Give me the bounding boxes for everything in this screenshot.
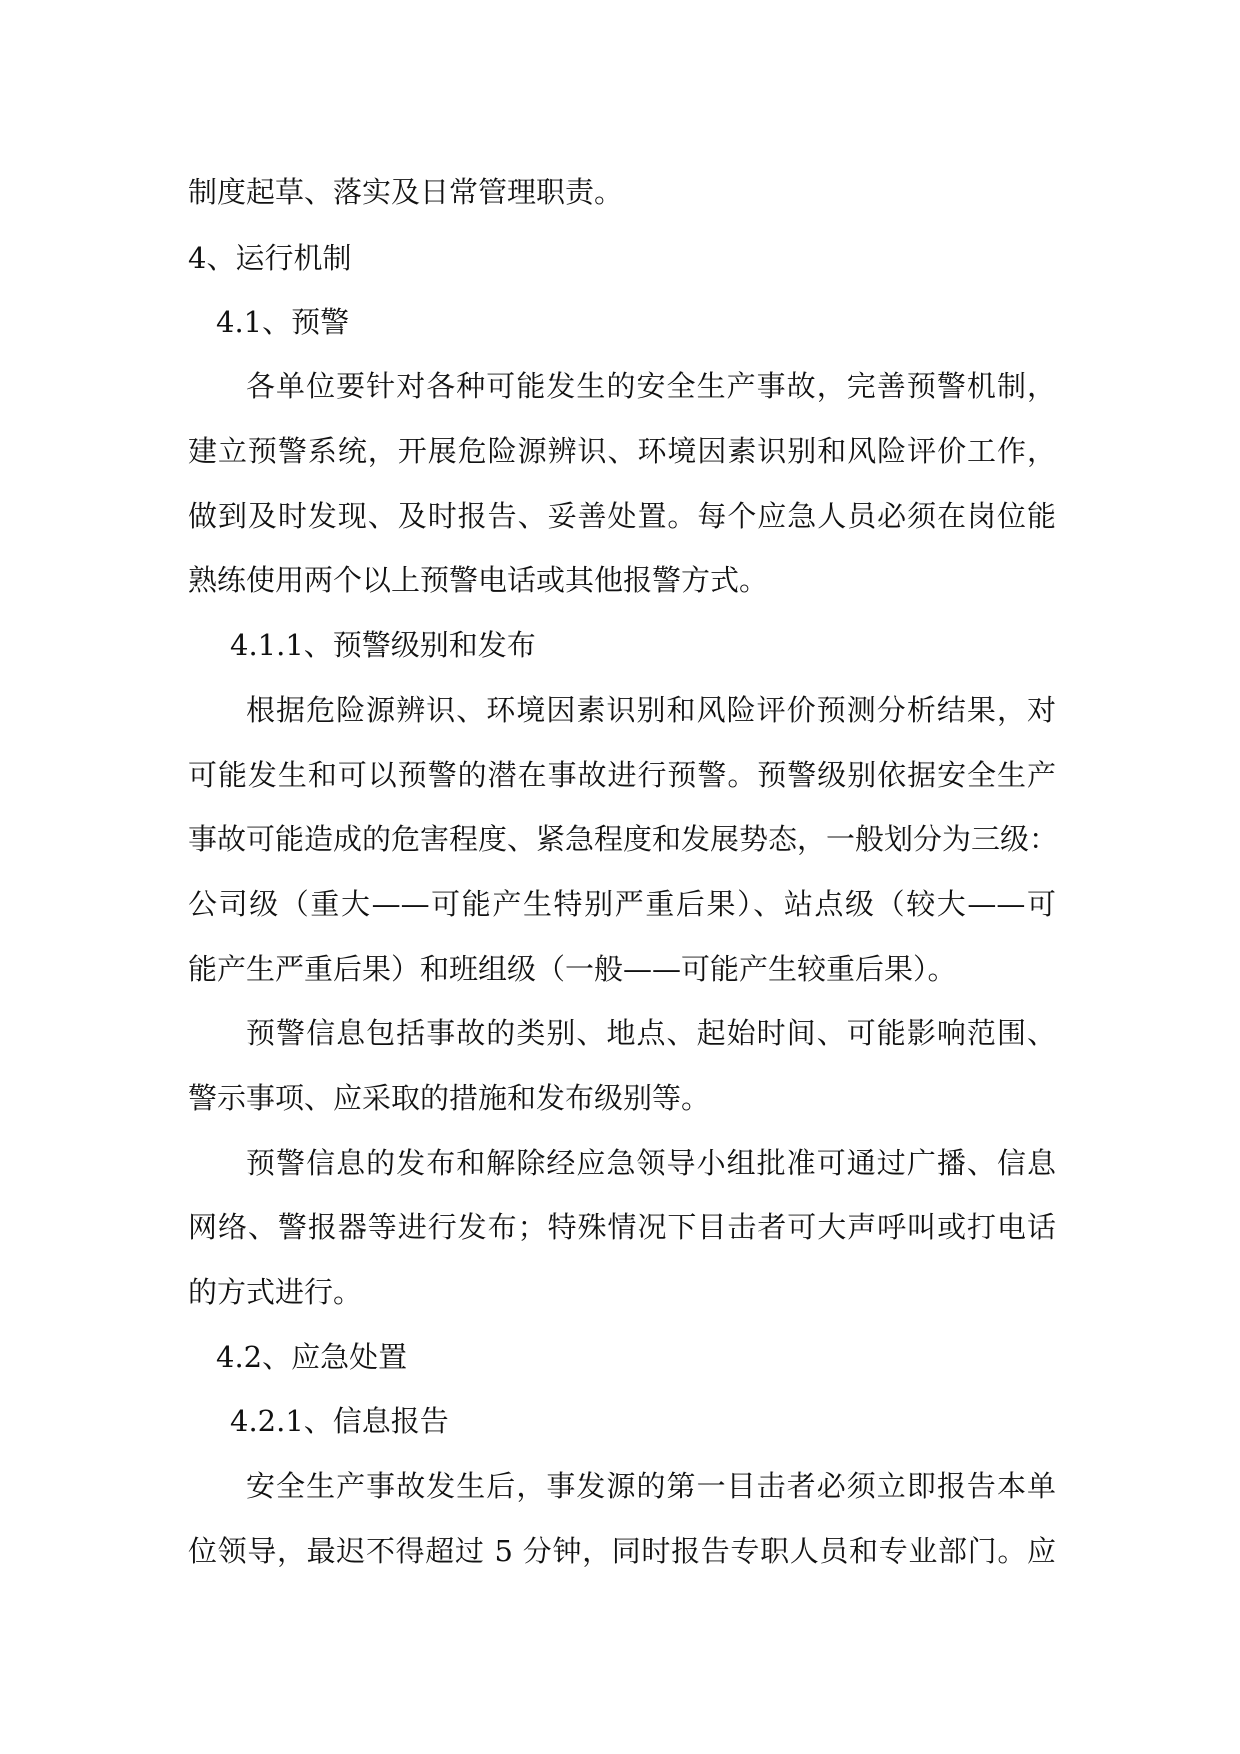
paragraph-line: 警示事项、应采取的措施和发布级别等。 xyxy=(188,1081,711,1115)
subsection-heading: 4.1.1、预警级别和发布 xyxy=(230,628,536,662)
paragraph-line: 安全生产事故发生后，事发源的第一目击者必须立即报告本单 xyxy=(246,1469,1056,1503)
subsection-heading: 4.2.1、信息报告 xyxy=(230,1404,449,1438)
paragraph-line: 做到及时发现、及时报告、妥善处置。每个应急人员必须在岗位能 xyxy=(188,499,1056,533)
paragraph-line: 可能发生和可以预警的潜在事故进行预警。预警级别依据安全生产 xyxy=(188,758,1056,792)
paragraph-line: 建立预警系统，开展危险源辨识、环境因素识别和风险评价工作， xyxy=(188,434,1056,468)
paragraph-line: 位领导，最迟不得超过 5 分钟，同时报告专职人员和专业部门。应 xyxy=(188,1534,1056,1568)
subsection-heading: 4.2、应急处置 xyxy=(216,1340,408,1374)
subsection-heading: 4.1、预警 xyxy=(216,305,350,339)
text-line: 制度起草、落实及日常管理职责。 xyxy=(188,175,624,209)
paragraph-line: 能产生严重后果）和班组级（一般——可能产生较重后果）。 xyxy=(188,952,957,986)
paragraph-line: 各单位要针对各种可能发生的安全生产事故，完善预警机制， xyxy=(246,369,1056,403)
paragraph-line: 根据危险源辨识、环境因素识别和风险评价预测分析结果，对 xyxy=(246,693,1056,727)
paragraph-line: 预警信息的发布和解除经应急领导小组批准可通过广播、信息 xyxy=(246,1146,1056,1180)
paragraph-line: 熟练使用两个以上预警电话或其他报警方式。 xyxy=(188,563,769,597)
section-heading: 4、运行机制 xyxy=(188,241,352,275)
paragraph-line: 网络、警报器等进行发布；特殊情况下目击者可大声呼叫或打电话 xyxy=(188,1210,1056,1244)
paragraph-line: 预警信息包括事故的类别、地点、起始时间、可能影响范围、 xyxy=(246,1016,1056,1050)
paragraph-line: 公司级（重大——可能产生特别严重后果）、站点级（较大——可 xyxy=(188,887,1056,921)
paragraph-line: 事故可能造成的危害程度、紧急程度和发展势态，一般划分为三级： xyxy=(188,822,1059,856)
paragraph-line: 的方式进行。 xyxy=(188,1275,363,1309)
